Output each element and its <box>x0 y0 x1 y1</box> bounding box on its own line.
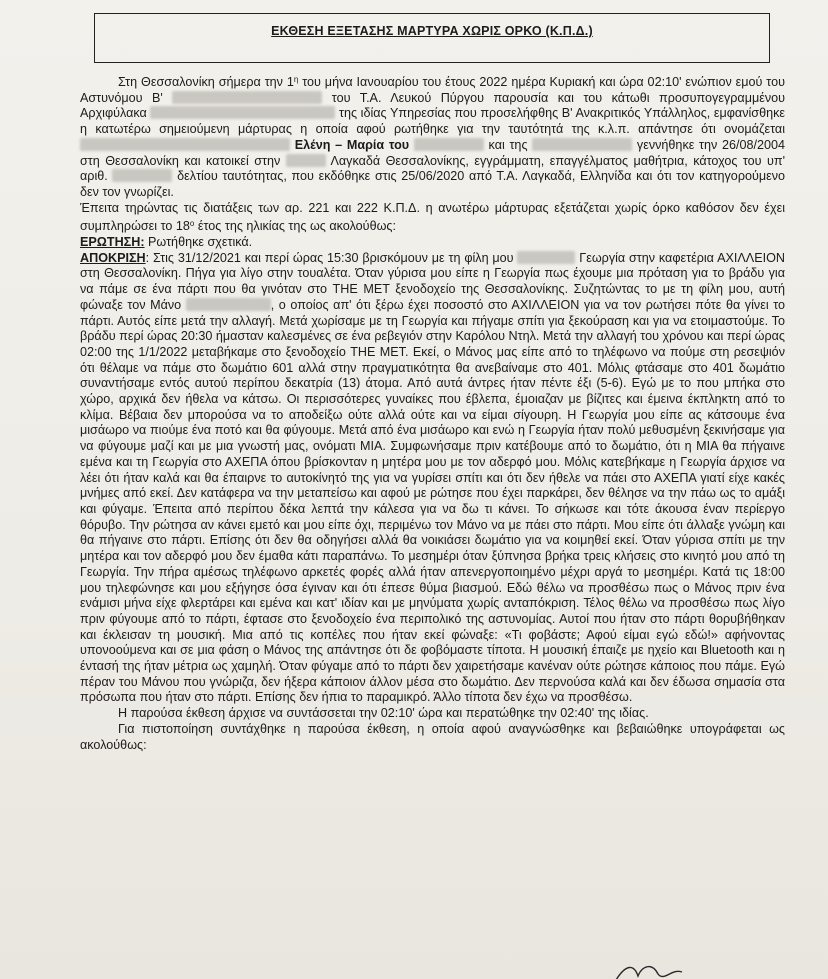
document-title: ΕΚΘΕΣΗ ΕΞΕΤΑΣΗΣ ΜΑΡΤΥΡΑ ΧΩΡΙΣ ΟΡΚΟ (Κ.Π.Δ.) <box>271 24 593 38</box>
redacted-mother-name <box>532 138 632 151</box>
answer-label: ΑΠΟΚΡΙΣΗ <box>80 250 146 265</box>
intro-line-3c: της ιδίας Υπηρεσίας που προσελήφθη <box>339 106 553 121</box>
title-box <box>94 13 770 63</box>
closing-paragraph-1: Η παρούσα έκθεση άρχισε να συντάσσεται την 02:10' ώρα και περατώθηκε την 02:40' της ιδίας. <box>118 706 649 721</box>
redacted-father-name <box>414 138 484 151</box>
answer-paragraph <box>80 251 785 706</box>
closing-paragraph-2: Για πιστοποίηση συντάχθηκε η παρούσα έκθεση, η οποία αφού αναγνώσθηκε και βεβαιώθηκε υπογράφεται ως ακολούθως: <box>80 721 785 752</box>
redacted-officer-name <box>172 91 322 104</box>
question-label: ΕΡΩΤΗΣΗ: <box>80 235 145 250</box>
intro-sup: η <box>293 75 299 84</box>
articles-text-a: Έπειτα τηρώντας τις διατάξεις των αρ. 221 και 222 Κ.Π.Δ. η ανωτέρω μάρτυρας εξετάζεται χωρίς όρκο καθόσον δεν έχει συμπληρώσει το 18 <box>80 200 785 234</box>
redacted-surname <box>80 138 290 151</box>
intro-line-6b: γεννήθηκε την 26/08/2004 στη Θεσσαλονίκη και κατοικεί στην <box>80 137 786 168</box>
intro-line-9a: κατηγορούμενο δεν τον γνωρίζει. <box>80 169 786 199</box>
report-body <box>80 72 785 753</box>
answer-text-c: , ο οποίος απ' ότι ξέρω έχει ποσοστό στο ΑΧΙΛΛΕΙΟΝ για να τον ρωτήσει πότε θα γίνει το πάρτι. Αυτός είπε μετά την αλλαγή. Μετά χωρίσαμε με τη Γεωργία και πήγαμε σπίτι για ξεκούραση και για να ετοιμαστούμε. Το βράδυ περί ώρας 20:30 ήμασταν καλεσμένες σε ένα ρεβεγιόν στην Καρόλου Ντηλ. Μετά την αλλαγή του χρόνου και περί ώρας 02:00 της 1/1/2022 μεταβήκαμε στο ξενοδοχείο THE MET. Εκεί, ο Μάνος μας είπε από το τηλέφωνο να πούμε στη ρεσεψιόν ότι θέλαμε να πάμε στο δωμάτιο 601 αλλά στην πραγματικότητα θα ανεβαίναμε στο 401. Μόλις φτάσαμε στο 401 δωμάτιο συναντήσαμε εντός αυτού περίπου δεκατρία (13) άτομα. Από αυτά άντρες ήταν πέντε έξι (5-6). Εγώ με το που μπήκα στο χώρο, αρχικά δεν ήθελα να κάτσω. Οι περισσότερες γυναίκες που έβλεπα, έμοιαζαν με βίζιτες και έμεινα έκπληκτη από το κλίμα. Βέβαια δεν μπορούσα να το αποδείξω ούτε αλλά ούτε και να είμαι σίγουρη. Η Γεωργία μου είπε ας κάτσουμε ένα μισάωρο να πιούμε ένα ποτό και θα φύγουμε. Μετά από ένα μισάωρο και ενώ η Γεωργία ήταν πολύ μεθυσμένη ξεκινήσαμε για να φύγουμε μαζί και με μια γνωστή μας, ονόματι ΜΙΑ. Συμφωνήσαμε πριν κατέβουμε από το δωμάτιο, ότι η ΜΙΑ θα πήγαινε εμένα και τη Γεωργία στο ΑΧΕΠΑ όπου βρίσκονταν η μητέρα μου με τον αδερφό μου. Μόλις κατεβήκαμε η Γεωργία άρχισε να λέει ότι ήταν καλά και θα έπαιρνε το αυτοκίνητό της για να γυρίσει σπίτι και ότι δεν ήθελε να πάει στο ΑΧΕΠΑ γιατί είχε κακές μνήμες από εκεί. Δεν κατάφερα να την μεταπείσω και αφού με ρώτησε που έχει παρκάρει, δεν θέλησε να την πάω ως το αμάξι και φύγαμε. Έπειτα από περίπου δέκα λεπτά την κάλεσα για να δω τι κάνει. Το σήκωσε και τότε άκουσα έναν περίεργο θόρυβο. Την ρώτησα αν κάνει εμετό και μου είπε όχι, περιμένω τον Μάνο να με πάει στο πάρτι. Μου είπε ότι άλλαξε γνώμη και θα πήγαινε στο πάρτι. Επίσης ότι δεν θα οδηγήσει αλλά θα νοικιάσει δωμάτιο για να κοιμηθεί εκεί. Όταν γύρισα σπίτι με την μητέρα και τον αδερφό μου δεν έμαθα κάτι παραπάνω. Το μεσημέρι όταν ξύπνησα βρήκα τρεις κλήσεις στο κινητό μου από τη Γεωργία. Την πήρα αμέσως τηλέφωνο αρκετές φορές αλλά ήταν απενεργοποιημένο μέχρι αργά το μεσημέρι. Κατά τις 18:00 μου τηλεφώνησε και μου εξήγησε όσα έγιναν και ότι έπεσε θύμα βιασμού. Εδώ θέλω να προσθέσω πως ο Μάνος πριν ένα ενάμισι μήνα είχε φλερτάρει και εμένα και κατ' ιδίαν και με μηνύματα χωρίς ανταπόκριση. Τέλος θέλω να προσθέσω πως λίγο πριν φύγουμε από το πάρτι, έφτασε στο ξενοδοχείο ένα περιπολικό της αστυνομίας. Αυτοί που ήταν στο πάρτι θορυβήθηκαν και έκλεισαν τη μουσική. Μια από τις κοπέλες που ήταν εκεί φώναξε: «Τι φοβάστε; Αφού είμαι εγώ εδώ!» αφήνοντας υπονοούμενα και σε μια φάση ο Μάνος της απάντησε ότι δε φοβόμαστε τίποτα. Η μουσική έπαιζε με ηχείο και Bluetooth και η έντασή της ήταν μέτρια ως χαμηλή. Όταν φύγαμε από το πάρτι δεν χαιρετήσαμε κανέναν ούτε ρώτησε κάποιος που πάμε. Εγώ πέραν του Μάνου που γνώριζα, δεν ήξερα κάποιον άλλον μέσα στο δωμάτιο. Δεν περνούσα καλά και δεν έδωσα σημασία στα πρόσωπα που ήταν στο πάρτι. Επίσης δεν ήπια το παραμικρό. Άλλο τίποτα δεν έχω να προσθέσω. <box>80 297 785 705</box>
redacted-friend-surname <box>517 251 575 264</box>
articles-paragraph <box>80 201 785 235</box>
intro-line-8a: δελτίου ταυτότητας, που εκδόθηκε στις 25/06/2020 από Τ.Α. Λαγκαδά, Ελληνίδα και ότι τον <box>177 169 695 184</box>
intro-line-1a: Στη Θεσσαλονίκη σήμερα την 1 <box>118 75 294 89</box>
intro-line-2a: ενώπιον εμού του Αστυνόμου Β' <box>80 75 785 105</box>
question-paragraph <box>80 235 785 251</box>
redacted-address <box>286 154 326 167</box>
question-text: Ρωτήθηκε σχετικά. <box>144 235 253 250</box>
intro-line-3a: κάτωθι προσυπογεγραμμένου Αρχιφύλακα <box>80 90 786 121</box>
witness-name: Ελένη – Μαρία του <box>294 137 410 152</box>
intro-line-4a: ς Β' Ανακριτικός Υπάλληλος, εμφανίσθηκε η κατωτέρω σημειούμενη μάρτυρας η οποία αφού ρωτήθηκε <box>80 106 785 137</box>
answer-text-a: : Στις 31/12/2021 και περί ώρας 15:30 βρισκόμουν με τη φίλη μου <box>145 250 514 265</box>
answer-text-b: Γεωργία στην καφετέρια ΑΧΙΛΛΕΙΟΝ στη Θεσσαλονίκη. Πήγα για λίγο στην τουαλέτα. Όταν γύρισα μου είπε η Γεωργία πως έχουμε μια πρόταση για το βράδυ για να πάμε σε ένα πάρτι που θα γινόταν στο THE MET ξενοδοχείο της Θεσσαλονίκης. Συζητώντας το με τη φίλη μου, αυτή φώναξε τον Μάνο <box>80 250 785 312</box>
articles-sup: ο <box>189 219 195 229</box>
signature-scribble <box>612 958 732 979</box>
intro-line-5a: για την ταυτότητά της κ.λ.π. απάντησε ότι ονομάζεται <box>457 122 786 137</box>
redacted-manos-surname <box>186 298 271 311</box>
intro-paragraph <box>80 72 785 201</box>
redacted-id-number <box>112 169 172 182</box>
intro-line-1b: του μήνα Ιανουαρίου του έτους 2022 ημέρα Κυριακή και ώρα 02:10' <box>298 75 682 89</box>
intro-line-2b: του Τ.Α. Λευκού Πύργου παρουσία και του <box>331 90 603 105</box>
articles-text-b: έτος της ηλικίας της ως ακολούθως: <box>194 219 396 234</box>
intro-line-7a: Λαγκαδά Θεσσαλονίκης, εγγράμματη, επαγγέλματος μαθήτρια, κάτοχος του υπ' αριθ. <box>80 153 785 184</box>
intro-line-6a: και της <box>488 137 528 152</box>
redacted-sergeant-name <box>150 106 335 119</box>
